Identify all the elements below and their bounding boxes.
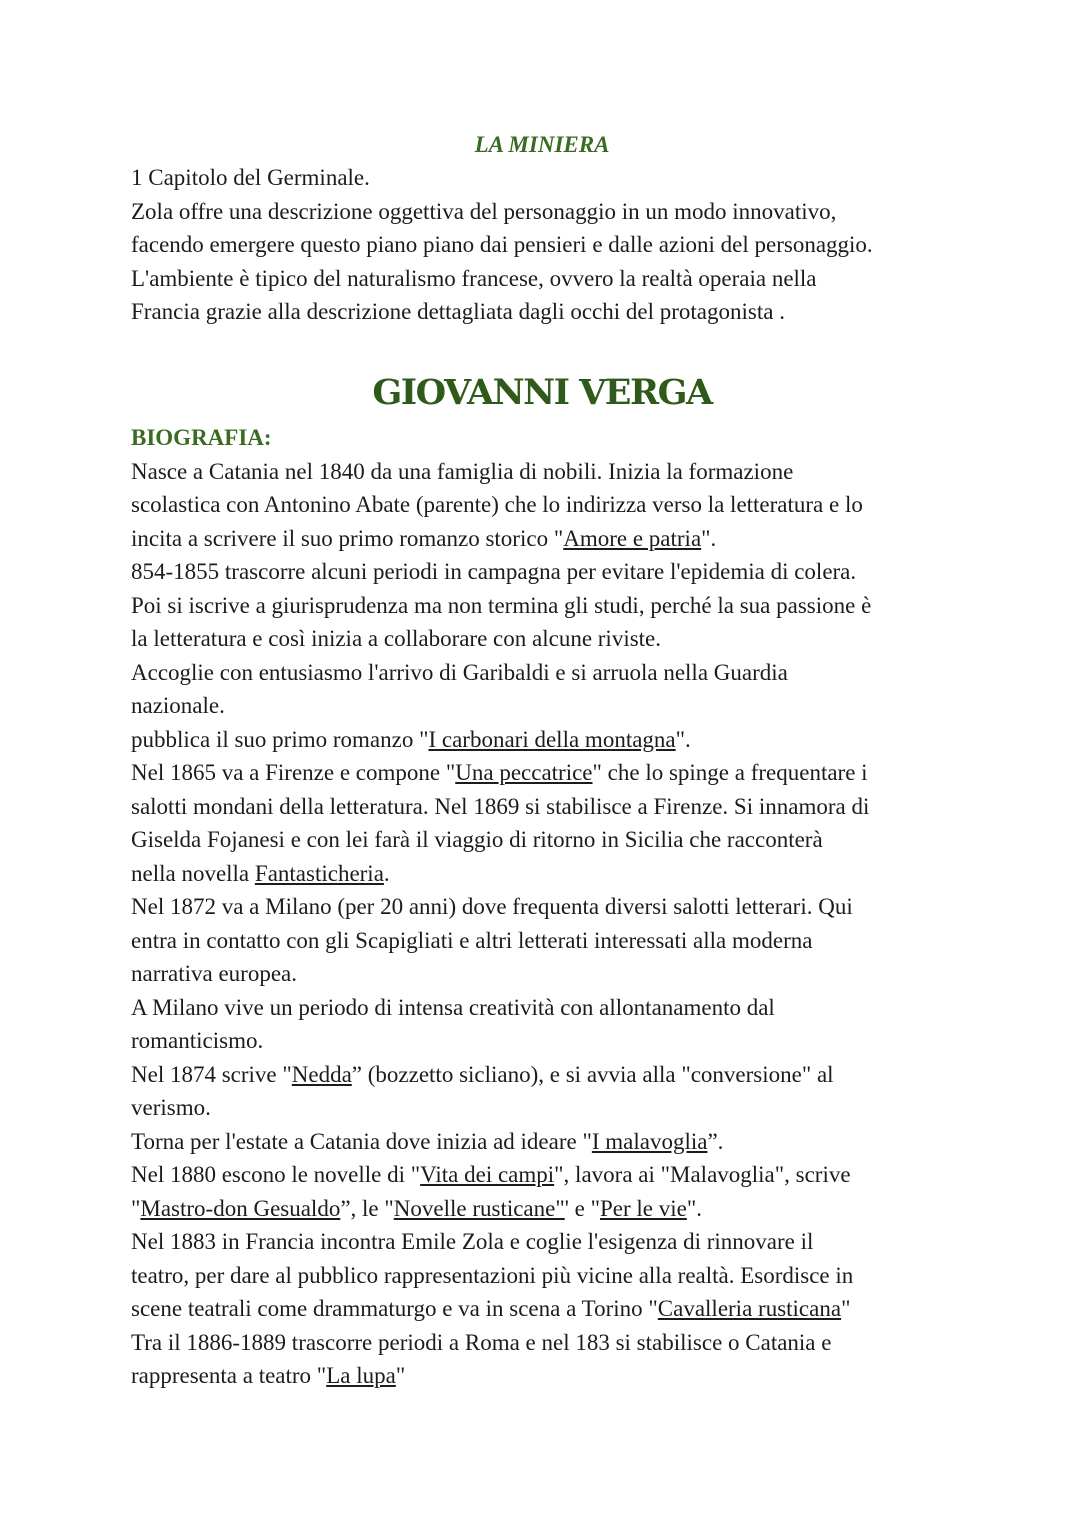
biografia-label: BIOGRAFIA: <box>131 424 272 450</box>
bio-line: A Milano vive un periodo di intensa creatività con allontanamento dal <box>131 994 775 1020</box>
bio-line: "Mastro-don Gesualdo”, le "Novelle rusticane"' e "Per le vie". <box>131 1195 702 1221</box>
bio-line: romanticismo. <box>131 1028 264 1053</box>
work-title-nedda: Nedda <box>291 1061 352 1087</box>
work-title-una-peccatrice: Una peccatrice <box>455 760 593 785</box>
work-title-carbonari: I carbonari della montagna <box>428 726 676 752</box>
bio-line: Nel 1883 in Francia incontra Emile Zola e coglie l'esigenza di rinnovare il <box>131 1229 814 1254</box>
bio-line: teatro, per dare al pubblico rappresentazioni più vicine alla realtà. Esordisce in <box>131 1262 854 1288</box>
verga-title: GIOVANNI VERGA <box>372 371 712 413</box>
miniera-title: LA MINIERA <box>474 132 610 157</box>
work-title-mastro-don-gesualdo: Mastro-don Gesualdo <box>140 1195 341 1221</box>
bio-line: nazionale. <box>131 693 225 718</box>
miniera-line: 1 Capitolo del Germinale. <box>131 165 370 190</box>
bio-line: entra in contatto con gli Scapigliati e altri letterati interessati alla moderna <box>131 927 813 953</box>
work-title-i-malavoglia: I malavoglia <box>591 1128 708 1154</box>
work-title-cavalleria-rusticana: Cavalleria rusticana <box>657 1296 842 1321</box>
bio-line: 854-1855 trascorre alcuni periodi in campagna per evitare l'epidemia di colera. <box>131 559 857 584</box>
bio-line: Nasce a Catania nel 1840 da una famiglia di nobili. Inizia la formazione <box>131 458 794 484</box>
bio-line: Giselda Fojanesi e con lei farà il viaggio di ritorno in Sicilia che racconterà <box>131 827 823 852</box>
bio-line: nella novella Fantasticheria. <box>131 860 390 886</box>
work-title-fantasticheria: Fantasticheria <box>254 860 384 886</box>
bio-line: verismo. <box>131 1095 211 1120</box>
bio-line: Poi si iscrive a giurisprudenza ma non termina gli studi, perché la sua passione è <box>131 592 872 618</box>
work-title-vita-dei-campi: Vita dei campi <box>420 1162 555 1187</box>
bio-line: rappresenta a teatro "La lupa" <box>131 1363 406 1388</box>
bio-line: salotti mondani della letteratura. Nel 1869 si stabilisce a Firenze. Si innamora di <box>131 793 870 819</box>
document-page <box>131 128 961 1393</box>
work-title-per-le-vie: Per le vie <box>600 1195 687 1221</box>
bio-line: la letteratura e così inizia a collaborare con alcune riviste. <box>131 626 662 651</box>
miniera-line: Zola offre una descrizione oggettiva del personaggio in un modo innovativo, <box>131 198 837 224</box>
bio-line: pubblica il suo primo romanzo "I carbonari della montagna". <box>131 726 691 752</box>
bio-line: narrativa europea. <box>131 961 298 986</box>
bio-line: Nel 1880 escono le novelle di "Vita dei campi", lavora ai "Malavoglia", scrive <box>131 1162 851 1187</box>
bio-line: Nel 1872 va a Milano (per 20 anni) dove frequenta diversi salotti letterari. Qui <box>131 894 853 919</box>
bio-line: Tra il 1886-1889 trascorre periodi a Roma e nel 183 si stabilisce o Catania e <box>131 1329 832 1355</box>
work-title-amore-e-patria: Amore e patria <box>563 525 702 551</box>
bio-line: scolastica con Antonino Abate (parente) che lo indirizza verso la letteratura e lo <box>131 492 863 517</box>
bio-line: Nel 1874 scrive "Nedda” (bozzetto sicliano), e si avvia alla "conversione" al <box>131 1061 834 1087</box>
miniera-line: Francia grazie alla descrizione dettagliata dagli occhi del protagonista . <box>131 299 785 324</box>
miniera-line: facendo emergere questo piano piano dai pensieri e dalle azioni del personaggio. <box>131 232 873 257</box>
bio-line: Torna per l'estate a Catania dove inizia ad ideare "I malavoglia”. <box>131 1128 724 1154</box>
bio-line: Nel 1865 va a Firenze e compone "Una peccatrice" che lo spinge a frequentare i <box>131 760 868 785</box>
bio-line: scene teatrali come drammaturgo e va in scena a Torino "Cavalleria rusticana" <box>131 1296 851 1321</box>
bio-line: incita a scrivere il suo primo romanzo storico "Amore e patria". <box>131 525 717 551</box>
work-title-la-lupa: La lupa <box>326 1363 396 1388</box>
bio-line: Accoglie con entusiasmo l'arrivo di Garibaldi e si arruola nella Guardia <box>131 659 788 685</box>
work-title-novelle-rusticane: Novelle rusticane" <box>393 1195 565 1221</box>
miniera-line: L'ambiente è tipico del naturalismo francese, ovvero la realtà operaia nella <box>131 265 817 291</box>
